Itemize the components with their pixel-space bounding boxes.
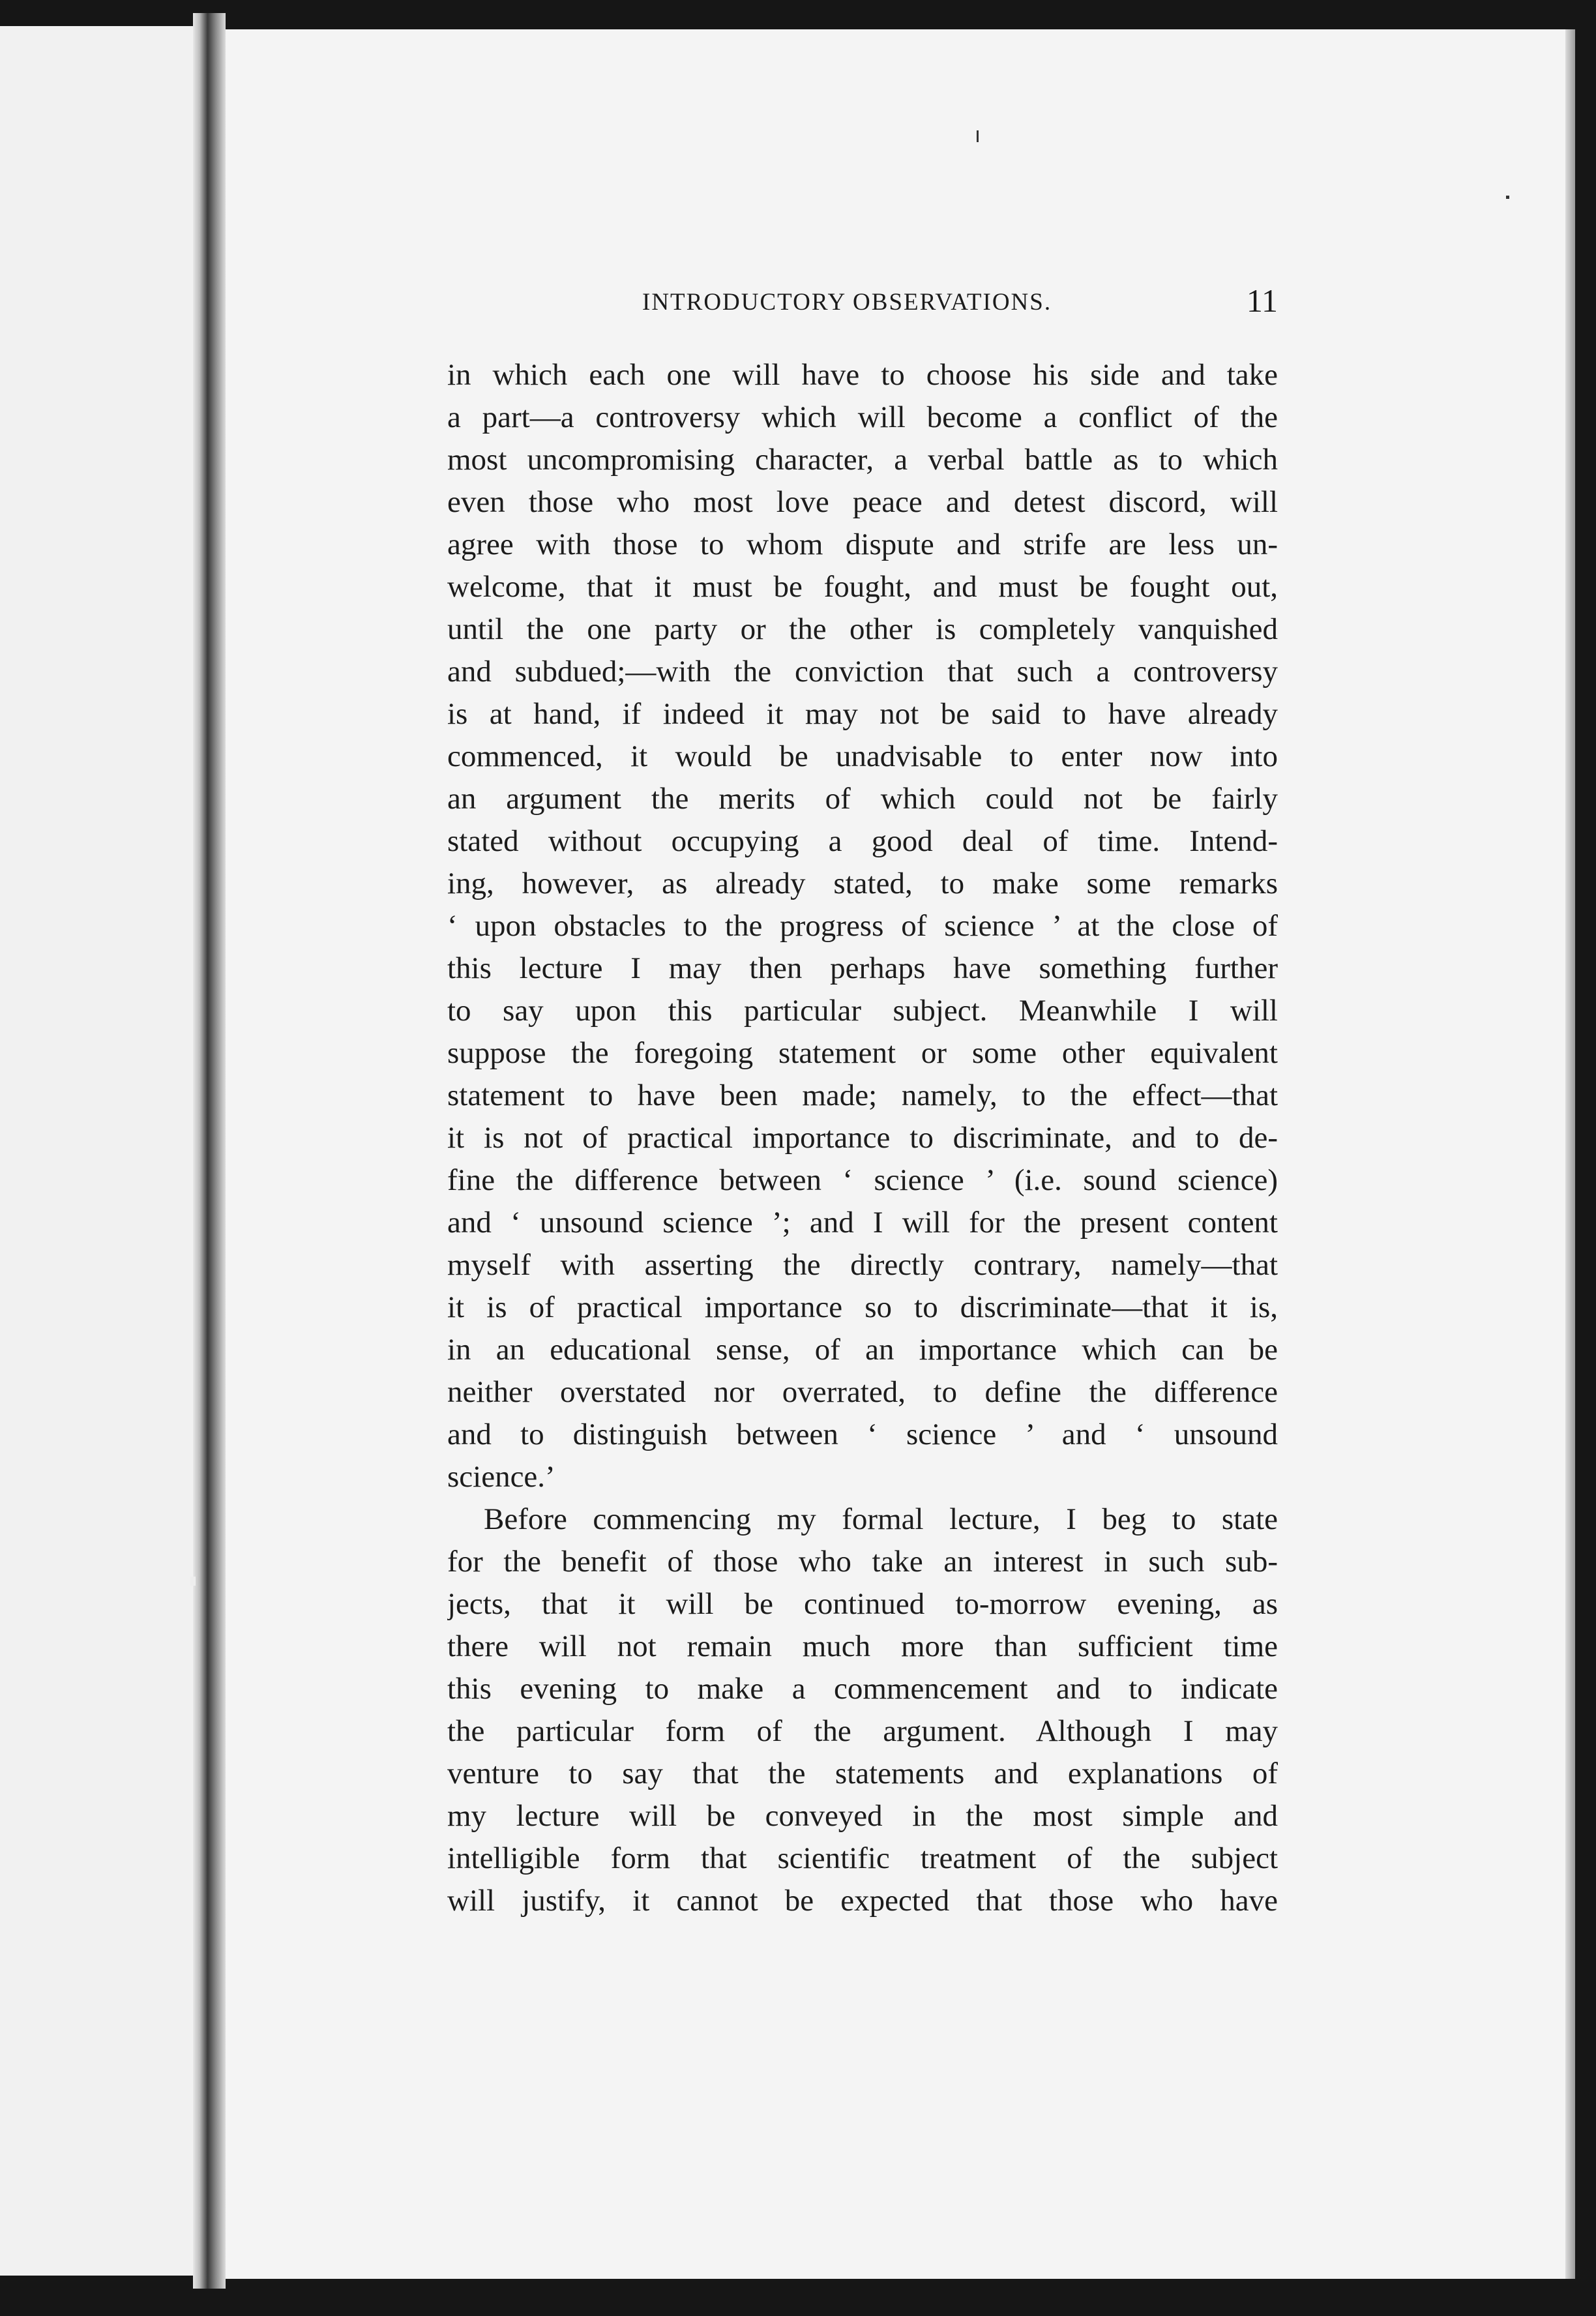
text-line: for the benefit of those who take an interest in such sub- [447, 1545, 1278, 1579]
text-line: neither overstated nor overrated, to define the difference [447, 1375, 1278, 1409]
paragraph-1 [447, 354, 1278, 1498]
text-line: to say upon this particular subject. Meanwhile I will [447, 994, 1278, 1028]
text-line: fine the difference between ‘ science ’ (i.e. sound science) [447, 1163, 1278, 1197]
text-line: there will not remain much more than sufficient time [447, 1629, 1278, 1663]
text-line: this evening to make a commencement and to indicate [447, 1672, 1278, 1706]
scan-speck [977, 130, 979, 142]
paragraph-2 [447, 1498, 1278, 1922]
text-line: even those who most love peace and detest discord, will [447, 485, 1278, 519]
text-line: venture to say that the statements and explanations of [447, 1757, 1278, 1790]
text-line: suppose the foregoing statement or some other equivalent [447, 1036, 1278, 1070]
text-line: a part—a controversy which will become a conflict of the [447, 400, 1278, 434]
text-line: in which each one will have to choose his side and take [447, 358, 1278, 392]
text-line: the particular form of the argument. Although I may [447, 1714, 1278, 1748]
text-line: ‘ upon obstacles to the progress of science ’ at the close of [447, 909, 1278, 943]
scan-speck [1506, 196, 1509, 199]
text-line: and subdued;—with the conviction that such a controversy [447, 655, 1278, 689]
running-title: INTRODUCTORY OBSERVATIONS. [642, 289, 1052, 316]
text-line: is at hand, if indeed it may not be said to have already [447, 697, 1278, 731]
text-line: until the one party or the other is completely vanquished [447, 612, 1278, 646]
scan-speck [190, 1577, 196, 1586]
text-line: myself with asserting the directly contrary, namely—that [447, 1248, 1278, 1282]
text-line: ing, however, as already stated, to make some remarks [447, 867, 1278, 900]
text-line: science.’ [447, 1460, 555, 1494]
running-head [642, 282, 1278, 325]
text-line: an argument the merits of which could not be fairly [447, 782, 1278, 816]
text-line: Before commencing my formal lecture, I beg to state [484, 1502, 1278, 1536]
text-line: and to distinguish between ‘ science ’ and ‘ unsound [447, 1418, 1278, 1451]
text-line: in an educational sense, of an importance which can be [447, 1333, 1278, 1367]
body-text [447, 354, 1278, 1922]
text-line: agree with those to whom dispute and strife are less un- [447, 527, 1278, 561]
page-edge-shadow [1565, 29, 1575, 2279]
text-line: my lecture will be conveyed in the most simple and [447, 1799, 1278, 1833]
text-line: it is not of practical importance to discriminate, and to de- [447, 1121, 1278, 1155]
text-line: welcome, that it must be fought, and must be fought out, [447, 570, 1278, 604]
text-line: commenced, it would be unadvisable to enter now into [447, 739, 1278, 773]
facing-page-edge [0, 26, 196, 2276]
book-gutter [193, 13, 226, 2289]
text-line: intelligible form that scientific treatment of the subject [447, 1841, 1278, 1875]
text-line: and ‘ unsound science ’; and I will for the present content [447, 1206, 1278, 1240]
text-line: statement to have been made; namely, to the effect—that [447, 1078, 1278, 1112]
text-line: it is of practical importance so to discriminate—that it is, [447, 1290, 1278, 1324]
text-line: most uncompromising character, a verbal battle as to which [447, 443, 1278, 477]
text-line: jects, that it will be continued to-morrow evening, as [447, 1587, 1278, 1621]
text-line: this lecture I may then perhaps have something further [447, 951, 1278, 985]
text-line: stated without occupying a good deal of time. Intend- [447, 824, 1278, 858]
text-line: will justify, it cannot be expected that those who have [447, 1884, 1278, 1918]
page-number: 11 [1246, 282, 1278, 319]
